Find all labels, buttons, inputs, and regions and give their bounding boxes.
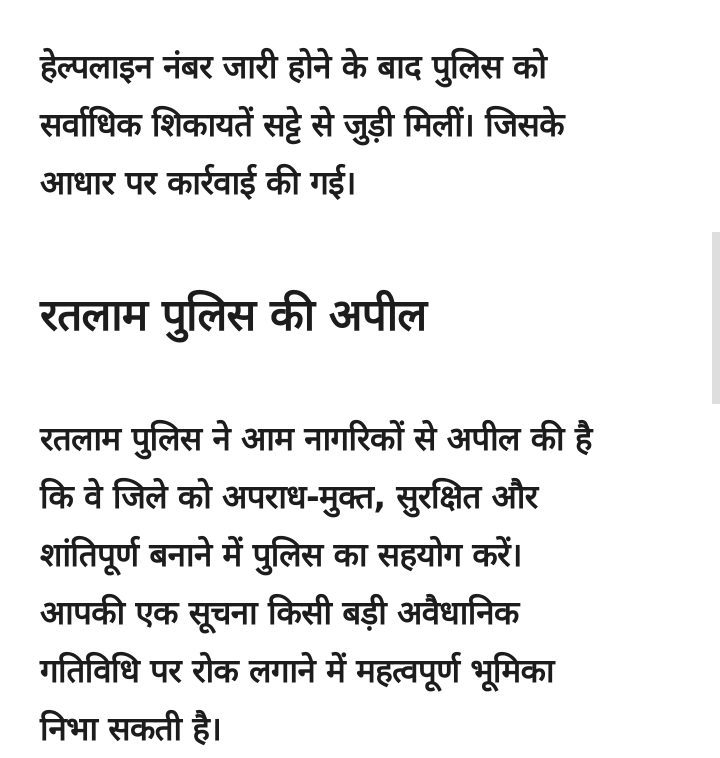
scrollbar-thumb[interactable] xyxy=(712,232,720,404)
intro-paragraph xyxy=(40,38,564,212)
paragraph-line: हेल्पलाइन नंबर जारी होने के बाद पुलिस को xyxy=(40,47,547,86)
section-heading: रतलाम पुलिस की अपील xyxy=(40,290,427,341)
paragraph-line: निभा सकती है। xyxy=(40,709,222,748)
paragraph-line: रतलाम पुलिस ने आम नागरिकों से अपील की है xyxy=(40,419,592,458)
paragraph-line: आधार पर कार्रवाई की गई। xyxy=(40,163,356,202)
paragraph-line: गतिविधि पर रोक लगाने में महत्वपूर्ण भूमिका xyxy=(40,651,554,690)
paragraph-line: कि वे जिले को अपराध-मुक्त, सुरक्षित और xyxy=(40,477,538,516)
paragraph-line: आपकी एक सूचना किसी बड़ी अवैधानिक xyxy=(40,593,519,632)
paragraph-line: शांतिपूर्ण बनाने में पुलिस का सहयोग करें। xyxy=(40,535,522,574)
paragraph-line: सर्वाधिक शिकायतें सट्टे से जुड़ी मिलीं। जिसके xyxy=(40,105,564,144)
appeal-paragraph xyxy=(40,410,592,758)
